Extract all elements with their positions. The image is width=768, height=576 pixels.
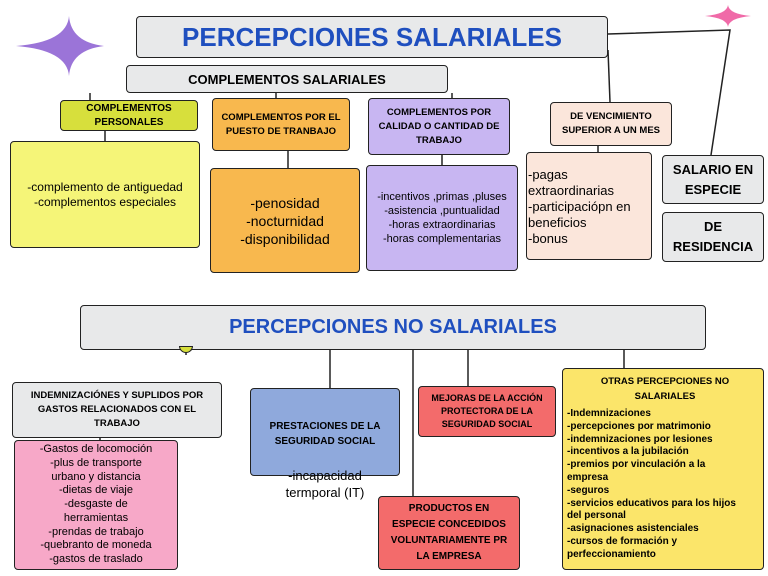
- otras-box: [562, 368, 764, 570]
- vencimiento-label-box: DE VENCIMIENTO SUPERIOR A UN MES: [550, 102, 672, 146]
- productos-box: PRODUCTOS EN ESPECIE CONCEDIDOS VOLUNTARIAMENTE PR LA EMPRESA: [378, 496, 520, 570]
- salario-especie-box: SALARIO EN ESPECIE: [662, 155, 764, 204]
- vencimiento-items-box: -pagas extraordinarias -participaciópn en beneficios -bonus: [526, 152, 652, 260]
- prestaciones-label: PRESTACIONES DE LA SEGURIDAD SOCIAL: [269, 421, 381, 447]
- otras-items: -Indemnizaciones -percepciones por matrimonio -indemnizaciones por lesiones -incentivos a la jubilación -premios por vinculación a la empresa -seguros -servicios educativos para los hijos del personal -asignaciones asistenciales -cursos de formación y perfeccionamiento: [567, 408, 736, 560]
- page-title: PERCEPCIONES SALARIALES: [182, 21, 562, 52]
- personales-label-box: COMPLEMENTOS PERSONALES: [60, 100, 198, 131]
- mejoras-box: MEJORAS DE LA ACCIÓN PROTECTORA DE LA SEGURIDAD SOCIAL: [418, 386, 556, 437]
- personales-items-box: -complemento de antiguedad -complementos especiales: [10, 141, 200, 248]
- complementos-salariales-label: COMPLEMENTOS SALARIALES: [188, 71, 386, 87]
- no-salariales-title: PERCEPCIONES NO SALARIALES: [229, 316, 557, 338]
- no-salariales-box: [80, 305, 706, 350]
- puesto-label-box: COMPLEMENTOS POR EL PUESTO DE TRANBAJO: [212, 98, 350, 151]
- puesto-items-box: -penosidad -nocturnidad -disponibilidad: [210, 168, 360, 273]
- indemnizaciones-label-box: INDEMNIZACIÓNES Y SUPLIDOS POR GASTOS RELACIONADOS CON EL TRABAJO: [12, 382, 222, 438]
- otras-label: OTRAS PERCEPCIONES NO SALARIALES: [600, 376, 730, 402]
- indemnizaciones-items-box: -Gastos de locomoción -plus de transporte urbano y distancia -dietas de viaje -desgaste de herramientas -prendas de trabajo -quebranto de moneda -gastos de traslado: [14, 440, 178, 570]
- residencia-box: DE RESIDENCIA: [662, 212, 764, 262]
- prestaciones-box: [250, 388, 400, 500]
- calidad-label-box: COMPLEMENTOS POR CALIDAD O CANTIDAD DE TRABAJO: [368, 98, 510, 155]
- calidad-items-box: -incentivos ,primas ,pluses -asistencia ,puntualidad -horas extraordinarias -horas complementarias: [366, 165, 518, 271]
- complementos-salariales-header: [126, 65, 448, 93]
- prestaciones-items: -incapacidad termporal (IT): [285, 468, 365, 500]
- title-box: [136, 16, 608, 58]
